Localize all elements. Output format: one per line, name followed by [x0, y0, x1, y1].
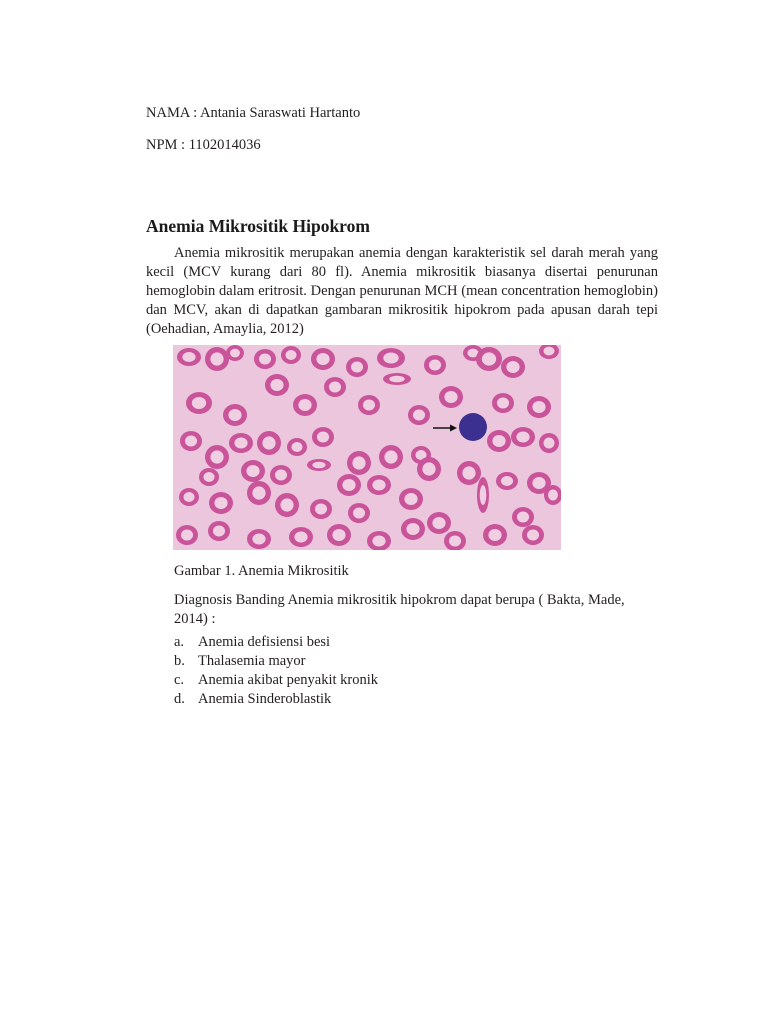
cell-pallor	[317, 432, 329, 443]
cell-pallor	[294, 532, 307, 543]
cell-pallor	[329, 382, 341, 393]
cell-pallor	[363, 400, 375, 411]
cell-pallor	[315, 504, 327, 515]
cell-pallor	[228, 409, 241, 421]
cell-pallor	[230, 349, 240, 358]
list-marker: b.	[174, 653, 185, 669]
cell-pallor	[342, 479, 355, 491]
cell-pallor	[213, 526, 225, 537]
list-item	[174, 633, 378, 652]
cell-pallor	[544, 438, 555, 449]
cell-pallor	[516, 432, 529, 443]
diagnosis-intro: Diagnosis Banding Anemia mikrositik hipokrom dapat berupa ( Bakta, Made, 2014) :	[174, 592, 625, 627]
cell-pallor	[252, 534, 265, 545]
blood-smear-image	[173, 345, 561, 550]
student-npm: NPM : 1102014036	[146, 137, 261, 153]
cell-pallor	[214, 497, 227, 509]
list-marker: a.	[174, 634, 185, 650]
cell-pallor	[234, 438, 247, 449]
cell-pallor	[517, 512, 529, 523]
cell-pallor	[404, 493, 417, 505]
list-item	[174, 690, 378, 709]
cell-pallor	[316, 353, 329, 365]
list-item-text: Anemia akibat penyakit kronik	[198, 672, 378, 688]
cell-pallor	[352, 456, 365, 469]
cell-pallor	[389, 376, 404, 383]
list-item-text: Anemia defisiensi besi	[198, 634, 331, 650]
cell-pallor	[413, 410, 425, 421]
cell-pallor	[298, 399, 311, 411]
list-item-text: Anemia Sinderoblastik	[198, 691, 332, 707]
cell-pallor	[185, 436, 197, 447]
cell-pallor	[192, 397, 206, 409]
list-item	[174, 671, 378, 690]
cell-pallor	[449, 536, 461, 547]
blood-smear-micrograph	[173, 345, 561, 550]
cell-pallor	[488, 529, 501, 541]
cell-pallor	[262, 436, 275, 449]
cell-pallor	[406, 523, 419, 535]
list-marker: c.	[174, 672, 185, 688]
cell-pallor	[259, 354, 271, 365]
cell-pallor	[384, 450, 397, 463]
cell-pallor	[548, 490, 558, 501]
cell-pallor	[372, 480, 385, 491]
cell-pallor	[492, 435, 505, 447]
cell-pallor	[482, 352, 496, 365]
cell-pallor	[312, 462, 325, 469]
cell-pallor	[353, 508, 365, 519]
section-heading: Anemia Mikrositik Hipokrom	[146, 216, 370, 236]
cell-pallor	[204, 472, 215, 482]
student-name: NAMA : Antania Saraswati Hartanto	[146, 105, 361, 121]
cell-pallor	[532, 477, 545, 489]
cell-pallor	[246, 465, 259, 477]
cell-pallor	[497, 398, 509, 409]
cell-pallor	[210, 450, 223, 463]
list-marker: d.	[174, 691, 185, 707]
cell-pallor	[444, 391, 457, 403]
cell-pallor	[280, 498, 293, 511]
cell-pallor	[270, 379, 283, 391]
diagnosis-list	[174, 633, 378, 709]
cell-pallor	[181, 530, 193, 541]
cell-pallor	[182, 352, 195, 362]
cell-pallor	[544, 347, 555, 356]
cell-pallor	[506, 361, 519, 373]
cell-pallor	[286, 350, 297, 360]
cell-pallor	[372, 536, 385, 547]
cell-pallor	[332, 529, 345, 541]
cell-pallor	[184, 492, 195, 502]
cell-pallor	[462, 466, 475, 479]
cell-pallor	[429, 360, 441, 371]
cell-pallor	[432, 517, 445, 529]
cell-pallor	[351, 362, 363, 373]
cell-pallor	[210, 352, 223, 365]
list-item	[174, 652, 378, 671]
cell-pallor	[292, 442, 303, 452]
cell-pallor	[532, 401, 545, 413]
cell-pallor	[383, 353, 398, 364]
section-paragraph: Anemia mikrositik merupakan anemia dengan karakteristik sel darah merah yang kecil (MCV kurang dari 80 fl). Anemia mikrositik biasanya disertai penurunan hemoglobin dalam eritrosit. Dengan penurunan MCH (mean concentration hemoglobin) dan MCV, akan di dapatkan gambaran mikrositik hipokrom pada apusan darah tepi (Oehadian, Amaylia, 2012)	[146, 245, 658, 337]
cell-pallor	[527, 530, 539, 541]
lymphocyte-cell	[459, 413, 487, 441]
list-item-text: Thalasemia mayor	[198, 653, 306, 669]
cell-pallor	[480, 485, 487, 505]
cell-pallor	[422, 462, 435, 475]
cell-pallor	[252, 486, 265, 499]
lymphocyte	[459, 413, 487, 441]
cell-pallor	[275, 470, 287, 481]
cell-pallor	[501, 476, 513, 486]
figure-caption: Gambar 1. Anemia Mikrositik	[174, 563, 349, 579]
